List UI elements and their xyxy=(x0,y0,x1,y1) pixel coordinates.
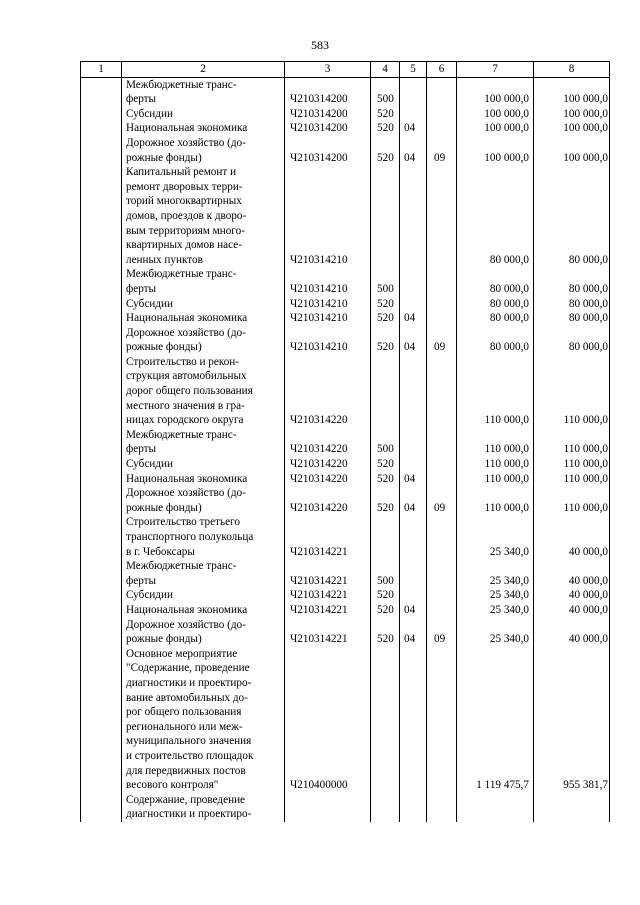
expense-type xyxy=(371,647,400,793)
table-row xyxy=(81,267,610,296)
amount-col7: 100 000,0 xyxy=(457,77,534,107)
amount-col7: 25 340,0 xyxy=(457,588,534,603)
section xyxy=(400,793,427,822)
subsection: 09 xyxy=(427,326,457,355)
section: 04 xyxy=(400,121,427,136)
table-row xyxy=(81,77,610,107)
expense-type: 520 xyxy=(371,311,400,326)
section xyxy=(400,515,427,559)
item-name: Национальная экономика xyxy=(122,603,285,618)
amount-col7: 110 000,0 xyxy=(457,472,534,487)
target-code xyxy=(285,793,371,822)
target-code: Ч210314220 xyxy=(285,472,371,487)
target-code: Ч210314220 xyxy=(285,355,371,428)
subsection: 09 xyxy=(427,618,457,647)
amount-col8: 40 000,0 xyxy=(534,515,610,559)
target-code: Ч210314200 xyxy=(285,77,371,107)
target-code: Ч210314221 xyxy=(285,515,371,559)
target-code: Ч210400000 xyxy=(285,647,371,793)
item-name: Национальная экономика xyxy=(122,311,285,326)
amount-col7: 25 340,0 xyxy=(457,559,534,588)
expense-type: 520 xyxy=(371,121,400,136)
cell-col1 xyxy=(81,486,122,515)
amount-col7: 110 000,0 xyxy=(457,457,534,472)
subsection xyxy=(427,515,457,559)
amount-col8: 955 381,7 xyxy=(534,647,610,793)
cell-col1 xyxy=(81,165,122,267)
target-code: Ч210314210 xyxy=(285,267,371,296)
section xyxy=(400,77,427,107)
budget-table xyxy=(80,61,610,822)
target-code: Ч210314200 xyxy=(285,107,371,122)
subsection xyxy=(427,559,457,588)
subsection xyxy=(427,77,457,107)
table-row xyxy=(81,647,610,793)
col-header-2: 2 xyxy=(122,62,285,78)
table-row xyxy=(81,428,610,457)
expense-type: 520 xyxy=(371,588,400,603)
subsection xyxy=(427,165,457,267)
item-name: Основное мероприятие "Содержание, проведение диагностики и проектиро- вание автомобильных до- рог общего пользования регионального или меж- муниципального значения и строительство площадок для передвижных постов весового контроля" xyxy=(122,647,285,793)
target-code: Ч210314220 xyxy=(285,486,371,515)
item-name: Содержание, проведение диагностики и проектиро- xyxy=(122,793,285,822)
target-code: Ч210314220 xyxy=(285,457,371,472)
table-row xyxy=(81,559,610,588)
table-row xyxy=(81,618,610,647)
subsection xyxy=(427,355,457,428)
subsection xyxy=(427,588,457,603)
cell-col1 xyxy=(81,136,122,165)
table-row xyxy=(81,515,610,559)
item-name: Капитальный ремонт и ремонт дворовых терри- торий многоквартирных домов, проездов к дворо- вым территориям много- квартирных домов насе- ленных пунктов xyxy=(122,165,285,267)
section: 04 xyxy=(400,618,427,647)
subsection xyxy=(427,121,457,136)
item-name: Строительство третьего транспортного полукольца в г. Чебоксары xyxy=(122,515,285,559)
target-code: Ч210314220 xyxy=(285,428,371,457)
target-code: Ч210314221 xyxy=(285,618,371,647)
table-row xyxy=(81,457,610,472)
subsection xyxy=(427,793,457,822)
amount-col7: 100 000,0 xyxy=(457,121,534,136)
amount-col7: 80 000,0 xyxy=(457,311,534,326)
cell-col1 xyxy=(81,515,122,559)
amount-col8: 40 000,0 xyxy=(534,588,610,603)
item-name: Субсидии xyxy=(122,107,285,122)
section xyxy=(400,267,427,296)
item-name: Национальная экономика xyxy=(122,472,285,487)
section: 04 xyxy=(400,472,427,487)
target-code: Ч210314210 xyxy=(285,326,371,355)
item-name: Межбюджетные транс- ферты xyxy=(122,267,285,296)
amount-col7: 80 000,0 xyxy=(457,297,534,312)
subsection xyxy=(427,472,457,487)
cell-col1 xyxy=(81,793,122,822)
amount-col8: 100 000,0 xyxy=(534,136,610,165)
subsection: 09 xyxy=(427,136,457,165)
amount-col8: 100 000,0 xyxy=(534,107,610,122)
cell-col1 xyxy=(81,428,122,457)
section xyxy=(400,297,427,312)
subsection xyxy=(427,647,457,793)
amount-col8: 40 000,0 xyxy=(534,618,610,647)
item-name: Дорожное хозяйство (до- рожные фонды) xyxy=(122,326,285,355)
amount-col7: 1 119 475,7 xyxy=(457,647,534,793)
cell-col1 xyxy=(81,77,122,107)
amount-col8: 100 000,0 xyxy=(534,121,610,136)
section: 04 xyxy=(400,136,427,165)
cell-col1 xyxy=(81,618,122,647)
amount-col7: 110 000,0 xyxy=(457,355,534,428)
expense-type xyxy=(371,355,400,428)
cell-col1 xyxy=(81,355,122,428)
table-row xyxy=(81,297,610,312)
cell-col1 xyxy=(81,457,122,472)
item-name: Межбюджетные транс- ферты xyxy=(122,77,285,107)
target-code: Ч210314200 xyxy=(285,121,371,136)
expense-type: 520 xyxy=(371,618,400,647)
expense-type: 500 xyxy=(371,77,400,107)
item-name: Национальная экономика xyxy=(122,121,285,136)
item-name: Межбюджетные транс- ферты xyxy=(122,428,285,457)
amount-col7: 110 000,0 xyxy=(457,428,534,457)
expense-type: 500 xyxy=(371,428,400,457)
table-row-continued xyxy=(81,793,610,822)
section xyxy=(400,107,427,122)
table-row xyxy=(81,136,610,165)
amount-col8: 80 000,0 xyxy=(534,165,610,267)
expense-type xyxy=(371,165,400,267)
section: 04 xyxy=(400,486,427,515)
table-body xyxy=(81,77,610,822)
amount-col8: 80 000,0 xyxy=(534,267,610,296)
amount-col7: 25 340,0 xyxy=(457,603,534,618)
table-row xyxy=(81,355,610,428)
target-code: Ч210314221 xyxy=(285,603,371,618)
cell-col1 xyxy=(81,121,122,136)
cell-col1 xyxy=(81,472,122,487)
subsection xyxy=(427,311,457,326)
subsection xyxy=(427,428,457,457)
cell-col1 xyxy=(81,311,122,326)
col-header-6: 6 xyxy=(427,62,457,78)
col-header-5: 5 xyxy=(400,62,427,78)
table-row xyxy=(81,165,610,267)
section: 04 xyxy=(400,603,427,618)
amount-col8 xyxy=(534,793,610,822)
amount-col8: 110 000,0 xyxy=(534,472,610,487)
table-row xyxy=(81,472,610,487)
section xyxy=(400,355,427,428)
expense-type xyxy=(371,515,400,559)
col-header-8: 8 xyxy=(534,62,610,78)
amount-col8: 110 000,0 xyxy=(534,457,610,472)
table-row xyxy=(81,588,610,603)
expense-type xyxy=(371,793,400,822)
subsection xyxy=(427,457,457,472)
subsection xyxy=(427,267,457,296)
target-code: Ч210314210 xyxy=(285,297,371,312)
expense-type: 520 xyxy=(371,603,400,618)
cell-col1 xyxy=(81,603,122,618)
amount-col8: 110 000,0 xyxy=(534,428,610,457)
item-name: Субсидии xyxy=(122,588,285,603)
section: 04 xyxy=(400,311,427,326)
cell-col1 xyxy=(81,326,122,355)
page-number: 583 xyxy=(311,38,329,52)
item-name: Субсидии xyxy=(122,297,285,312)
subsection xyxy=(427,297,457,312)
subsection xyxy=(427,603,457,618)
amount-col7: 100 000,0 xyxy=(457,136,534,165)
expense-type: 520 xyxy=(371,486,400,515)
amount-col7: 100 000,0 xyxy=(457,107,534,122)
cell-col1 xyxy=(81,588,122,603)
table-row xyxy=(81,121,610,136)
expense-type: 520 xyxy=(371,472,400,487)
amount-col8: 80 000,0 xyxy=(534,297,610,312)
item-name: Дорожное хозяйство (до- рожные фонды) xyxy=(122,618,285,647)
amount-col7: 80 000,0 xyxy=(457,165,534,267)
target-code: Ч210314200 xyxy=(285,136,371,165)
target-code: Ч210314221 xyxy=(285,588,371,603)
table-row xyxy=(81,311,610,326)
target-code: Ч210314210 xyxy=(285,311,371,326)
section xyxy=(400,428,427,457)
target-code: Ч210314210 xyxy=(285,165,371,267)
expense-type: 520 xyxy=(371,107,400,122)
col-header-1: 1 xyxy=(81,62,122,78)
amount-col8: 110 000,0 xyxy=(534,355,610,428)
expense-type: 520 xyxy=(371,136,400,165)
amount-col8: 80 000,0 xyxy=(534,311,610,326)
cell-col1 xyxy=(81,559,122,588)
header-row xyxy=(81,62,610,78)
item-name: Межбюджетные транс- ферты xyxy=(122,559,285,588)
section: 04 xyxy=(400,326,427,355)
section xyxy=(400,647,427,793)
amount-col7: 80 000,0 xyxy=(457,267,534,296)
section xyxy=(400,559,427,588)
cell-col1 xyxy=(81,297,122,312)
expense-type: 520 xyxy=(371,326,400,355)
amount-col8: 110 000,0 xyxy=(534,486,610,515)
subsection: 09 xyxy=(427,486,457,515)
item-name: Строительство и рекон- струкция автомобильных дорог общего пользования местного значения в гра- ницах городского округа xyxy=(122,355,285,428)
amount-col7: 25 340,0 xyxy=(457,515,534,559)
table-row xyxy=(81,107,610,122)
table-row xyxy=(81,326,610,355)
section xyxy=(400,457,427,472)
cell-col1 xyxy=(81,107,122,122)
item-name: Дорожное хозяйство (до- рожные фонды) xyxy=(122,486,285,515)
amount-col8: 80 000,0 xyxy=(534,326,610,355)
amount-col7 xyxy=(457,793,534,822)
amount-col8: 40 000,0 xyxy=(534,603,610,618)
cell-col1 xyxy=(81,647,122,793)
item-name: Субсидии xyxy=(122,457,285,472)
col-header-7: 7 xyxy=(457,62,534,78)
cell-col1 xyxy=(81,267,122,296)
amount-col7: 80 000,0 xyxy=(457,326,534,355)
expense-type: 500 xyxy=(371,559,400,588)
col-header-4: 4 xyxy=(371,62,400,78)
amount-col7: 25 340,0 xyxy=(457,618,534,647)
subsection xyxy=(427,107,457,122)
item-name: Дорожное хозяйство (до- рожные фонды) xyxy=(122,136,285,165)
expense-type: 520 xyxy=(371,457,400,472)
table-row xyxy=(81,603,610,618)
amount-col7: 110 000,0 xyxy=(457,486,534,515)
amount-col8: 100 000,0 xyxy=(534,77,610,107)
target-code: Ч210314221 xyxy=(285,559,371,588)
amount-col8: 40 000,0 xyxy=(534,559,610,588)
section xyxy=(400,588,427,603)
expense-type: 520 xyxy=(371,297,400,312)
col-header-3: 3 xyxy=(285,62,371,78)
table-row xyxy=(81,486,610,515)
section xyxy=(400,165,427,267)
expense-type: 500 xyxy=(371,267,400,296)
